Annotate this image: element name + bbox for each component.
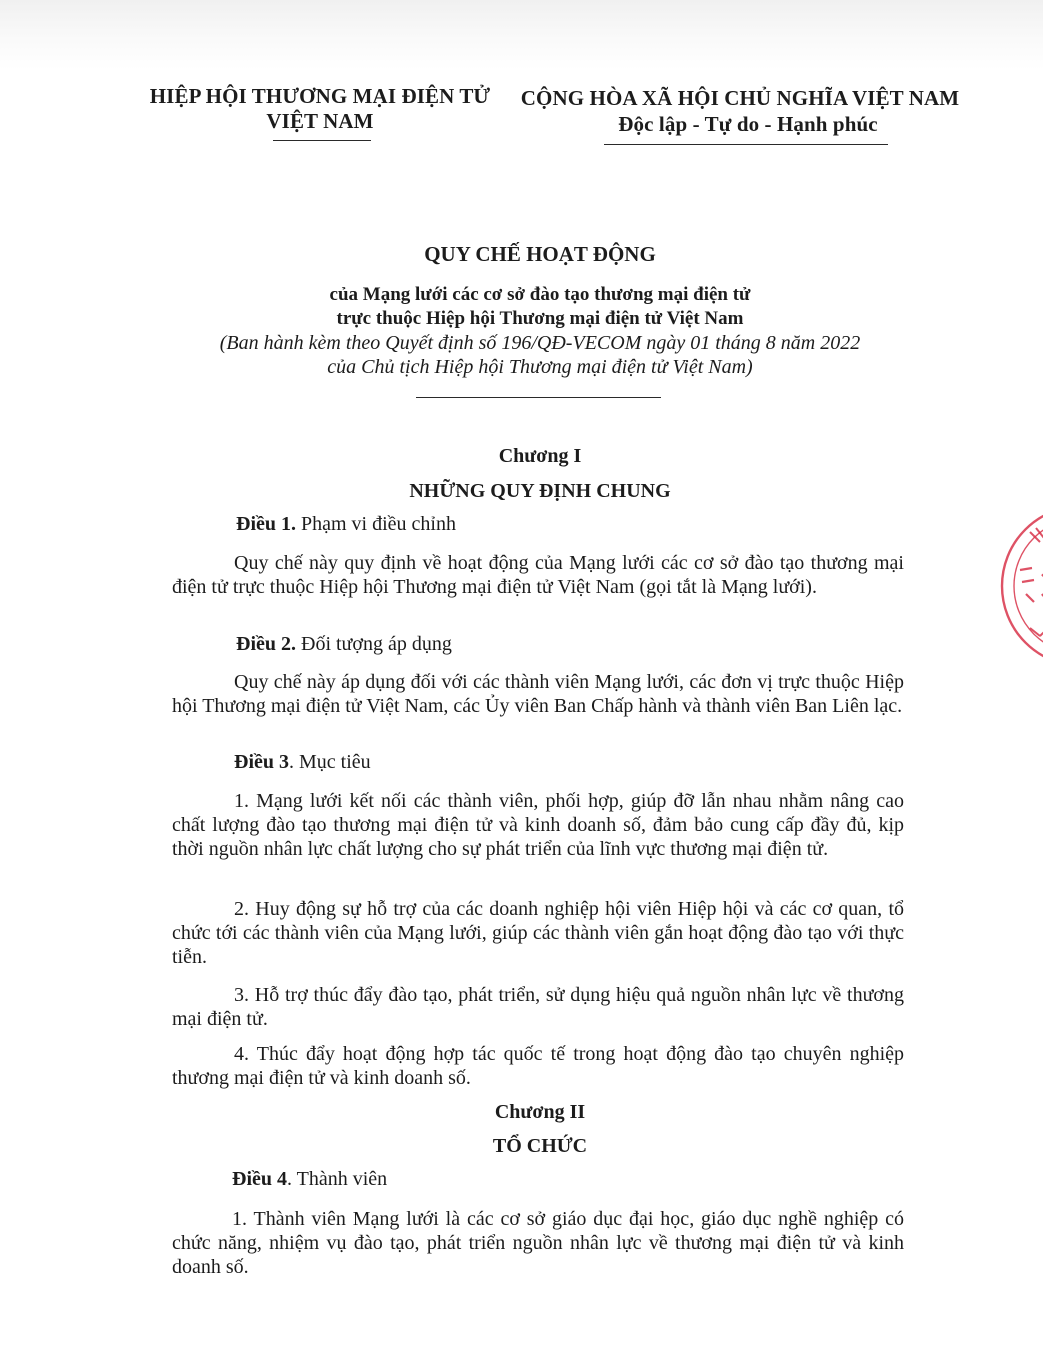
article4-number: Điều 4	[232, 1168, 287, 1190]
document-subtitle-line1: của Mạng lưới các cơ sở đào tạo thương mại điện tử	[329, 284, 751, 305]
article3-paragraph-2: 2. Huy động sự hỗ trợ của các doanh nghiệp hội viên Hiệp hội và các cơ quan, tổ chức tới các thành viên của Mạng lưới, giúp các thành viên gắn hoạt động đào tạo với thực tiễn.	[172, 898, 904, 968]
article1-number: Điều 1.	[236, 513, 296, 535]
article2-number: Điều 2.	[236, 633, 296, 655]
state-motto: Độc lập - Tự do - Hạnh phúc	[618, 112, 878, 136]
article2-title: Đối tượng áp dụng	[296, 633, 452, 655]
article3-number: Điều 3	[234, 751, 289, 773]
issued-note-line1: (Ban hành kèm theo Quyết định số 196/QĐ-VECOM ngày 01 tháng 8 năm 2022	[219, 332, 861, 354]
article3-paragraph-1: 1. Mạng lưới kết nối các thành viên, phối hợp, giúp đỡ lẫn nhau nhằm nâng cao chất lượng đào tạo thương mại điện tử và kinh doanh số, đảm bảo cung cấp đầy đủ, kịp thời nguồn nhân lực chất lượng cho sự phát triển của lĩnh vực thương mại điện tử.	[172, 790, 904, 860]
article4-title: . Thành viên	[287, 1168, 388, 1190]
organization-seal	[1000, 498, 1043, 668]
article2-heading	[236, 633, 452, 656]
document-subtitle-line2: trực thuộc Hiệp hội Thương mại điện tử Việt Nam	[336, 308, 744, 329]
org-name-underline	[273, 140, 371, 141]
article4-heading	[232, 1168, 387, 1191]
article4-paragraph-1: 1. Thành viên Mạng lưới là các cơ sở giáo dục đại học, giáo dục nghề nghiệp có chức năng, nhiệm vụ đào tạo, phát triển nguồn nhân lực về thương mại điện tử và kinh doanh số.	[172, 1208, 904, 1278]
chapter2-label: Chương II	[494, 1101, 586, 1123]
state-name-line1: CỘNG HÒA XÃ HỘI CHỦ NGHĨA VIỆT NAM	[520, 86, 960, 110]
chapter2-name: TỔ CHỨC	[492, 1135, 588, 1157]
document-title: QUY CHẾ HOẠT ĐỘNG	[424, 242, 656, 266]
article3-paragraph-3: 3. Hỗ trợ thúc đẩy đào tạo, phát triển, sử dụng hiệu quả nguồn nhân lực về thương mại điện tử.	[172, 984, 904, 1030]
article2-paragraph: Quy chế này áp dụng đối với các thành viên Mạng lưới, các đơn vị trực thuộc Hiệp hội Thương mại điện tử Việt Nam, các Ủy viên Ban Chấp hành và thành viên Ban Liên lạc.	[172, 671, 904, 717]
chapter1-name: NHỮNG QUY ĐỊNH CHUNG	[409, 480, 671, 502]
article1-paragraph: Quy chế này quy định về hoạt động của Mạng lưới các cơ sở đào tạo thương mại điện tử trực thuộc Hiệp hội Thương mại điện tử Việt Nam (gọi tắt là Mạng lưới).	[172, 552, 904, 598]
article1-title: Phạm vi điều chỉnh	[296, 513, 456, 535]
article3-heading	[234, 751, 371, 774]
issued-note-line2: của Chủ tịch Hiệp hội Thương mại điện tử Việt Nam)	[327, 356, 753, 378]
chapter1-label: Chương I	[498, 445, 582, 467]
article1-heading	[236, 513, 456, 536]
article3-title: . Mục tiêu	[289, 751, 371, 773]
org-name-line2: VIỆT NAM	[266, 109, 374, 133]
org-name-line1: HIỆP HỘI THƯƠNG MẠI ĐIỆN TỬ	[149, 84, 491, 108]
article3-paragraph-4: 4. Thúc đẩy hoạt động hợp tác quốc tế trong hoạt động đào tạo chuyên nghiệp thương mại điện tử và kinh doanh số.	[172, 1043, 904, 1089]
title-underline	[416, 397, 661, 398]
state-motto-underline	[604, 144, 888, 145]
